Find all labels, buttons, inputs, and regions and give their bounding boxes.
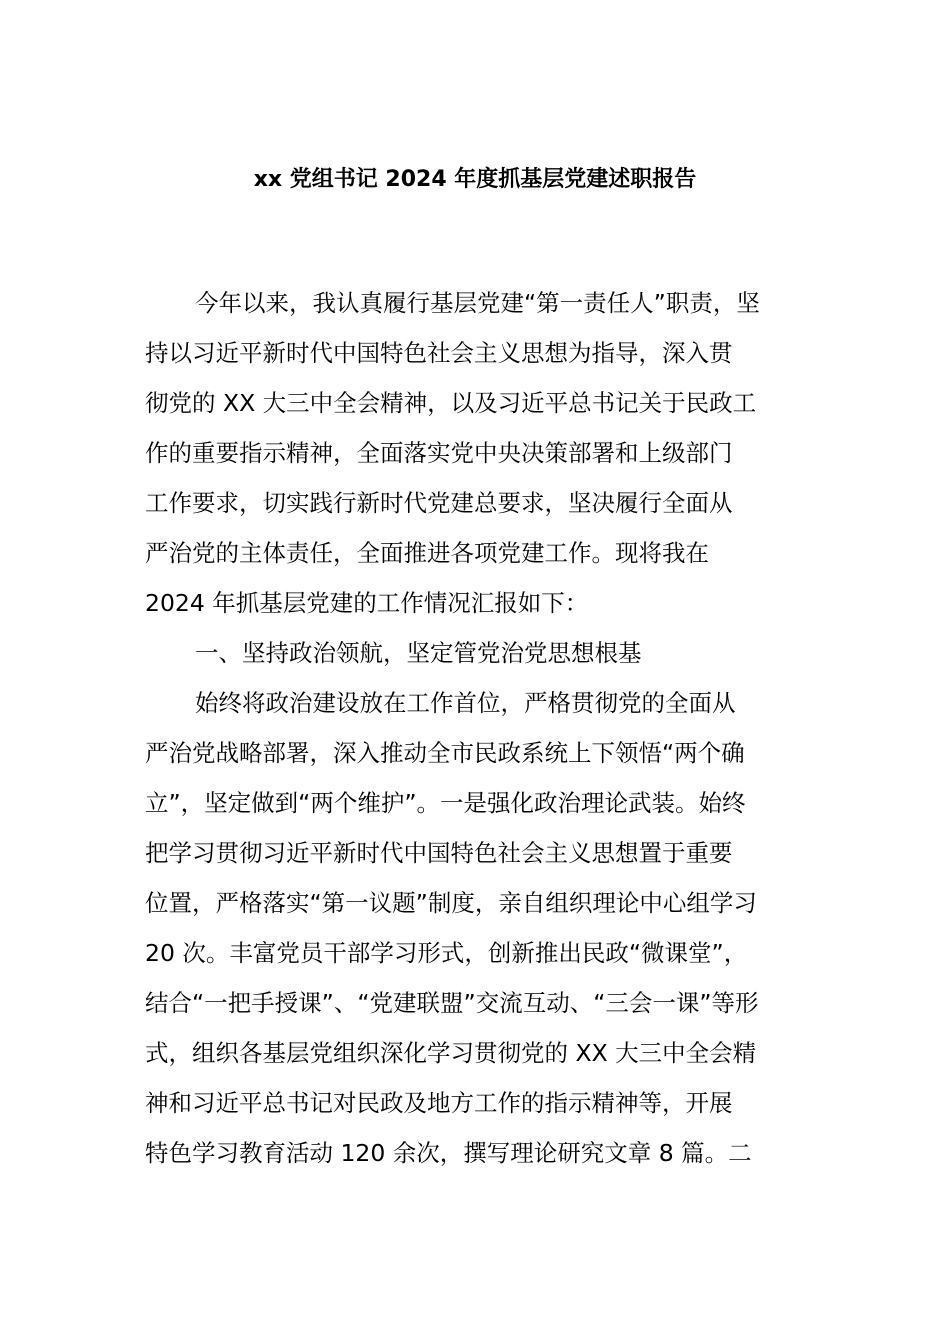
paragraph-line: 位置，严格落实“第一议题”制度，亲自组织理论中心组学习: [145, 889, 757, 917]
section-heading: 一、坚持政治领航，坚定管党治党思想根基: [195, 639, 642, 667]
paragraph-line: 作的重要指示精神，全面落实党中央决策部署和上级部门: [145, 439, 733, 467]
paragraph-line: 彻党的 XX 大三中全会精神，以及习近平总书记关于民政工: [145, 389, 757, 417]
paragraph-line: 结合“一把手授课”、“党建联盟”交流互动、“三会一课”等形: [145, 989, 759, 1017]
paragraph-line: 今年以来，我认真履行基层党建“第一责任人”职责，坚: [195, 289, 760, 317]
paragraph-line: 持以习近平新时代中国特色社会主义思想为指导，深入贯: [145, 339, 733, 367]
paragraph-line: 严治党战略部署，深入推动全市民政系统上下领悟“两个确: [145, 739, 745, 767]
paragraph-line: 严治党的主体责任，全面推进各项党建工作。现将我在: [145, 539, 709, 567]
paragraph-line: 20 次。丰富党员干部学习形式，创新推出民政“微课堂”，: [145, 939, 748, 967]
paragraph-line: 2024 年抓基层党建的工作情况汇报如下：: [145, 589, 589, 617]
document-body: [145, 283, 810, 1183]
paragraph-line: 式，组织各基层党组织深化学习贯彻党的 XX 大三中全会精: [145, 1039, 757, 1067]
document-title: xx 党组书记 2024 年度抓基层党建述职报告: [253, 167, 697, 192]
paragraph-line: 特色学习教育活动 120 余次，撰写理论研究文章 8 篇。二: [145, 1139, 752, 1167]
paragraph-line: 工作要求，切实践行新时代党建总要求，坚决履行全面从: [145, 489, 733, 517]
paragraph-line: 神和习近平总书记对民政及地方工作的指示精神等，开展: [145, 1089, 733, 1117]
paragraph-line: 立”，坚定做到“两个维护”。一是强化政治理论武装。始终: [145, 789, 746, 817]
paragraph-line: 把学习贯彻习近平新时代中国特色社会主义思想置于重要: [145, 839, 733, 867]
paragraph-line: 始终将政治建设放在工作首位，严格贯彻党的全面从: [195, 689, 736, 717]
